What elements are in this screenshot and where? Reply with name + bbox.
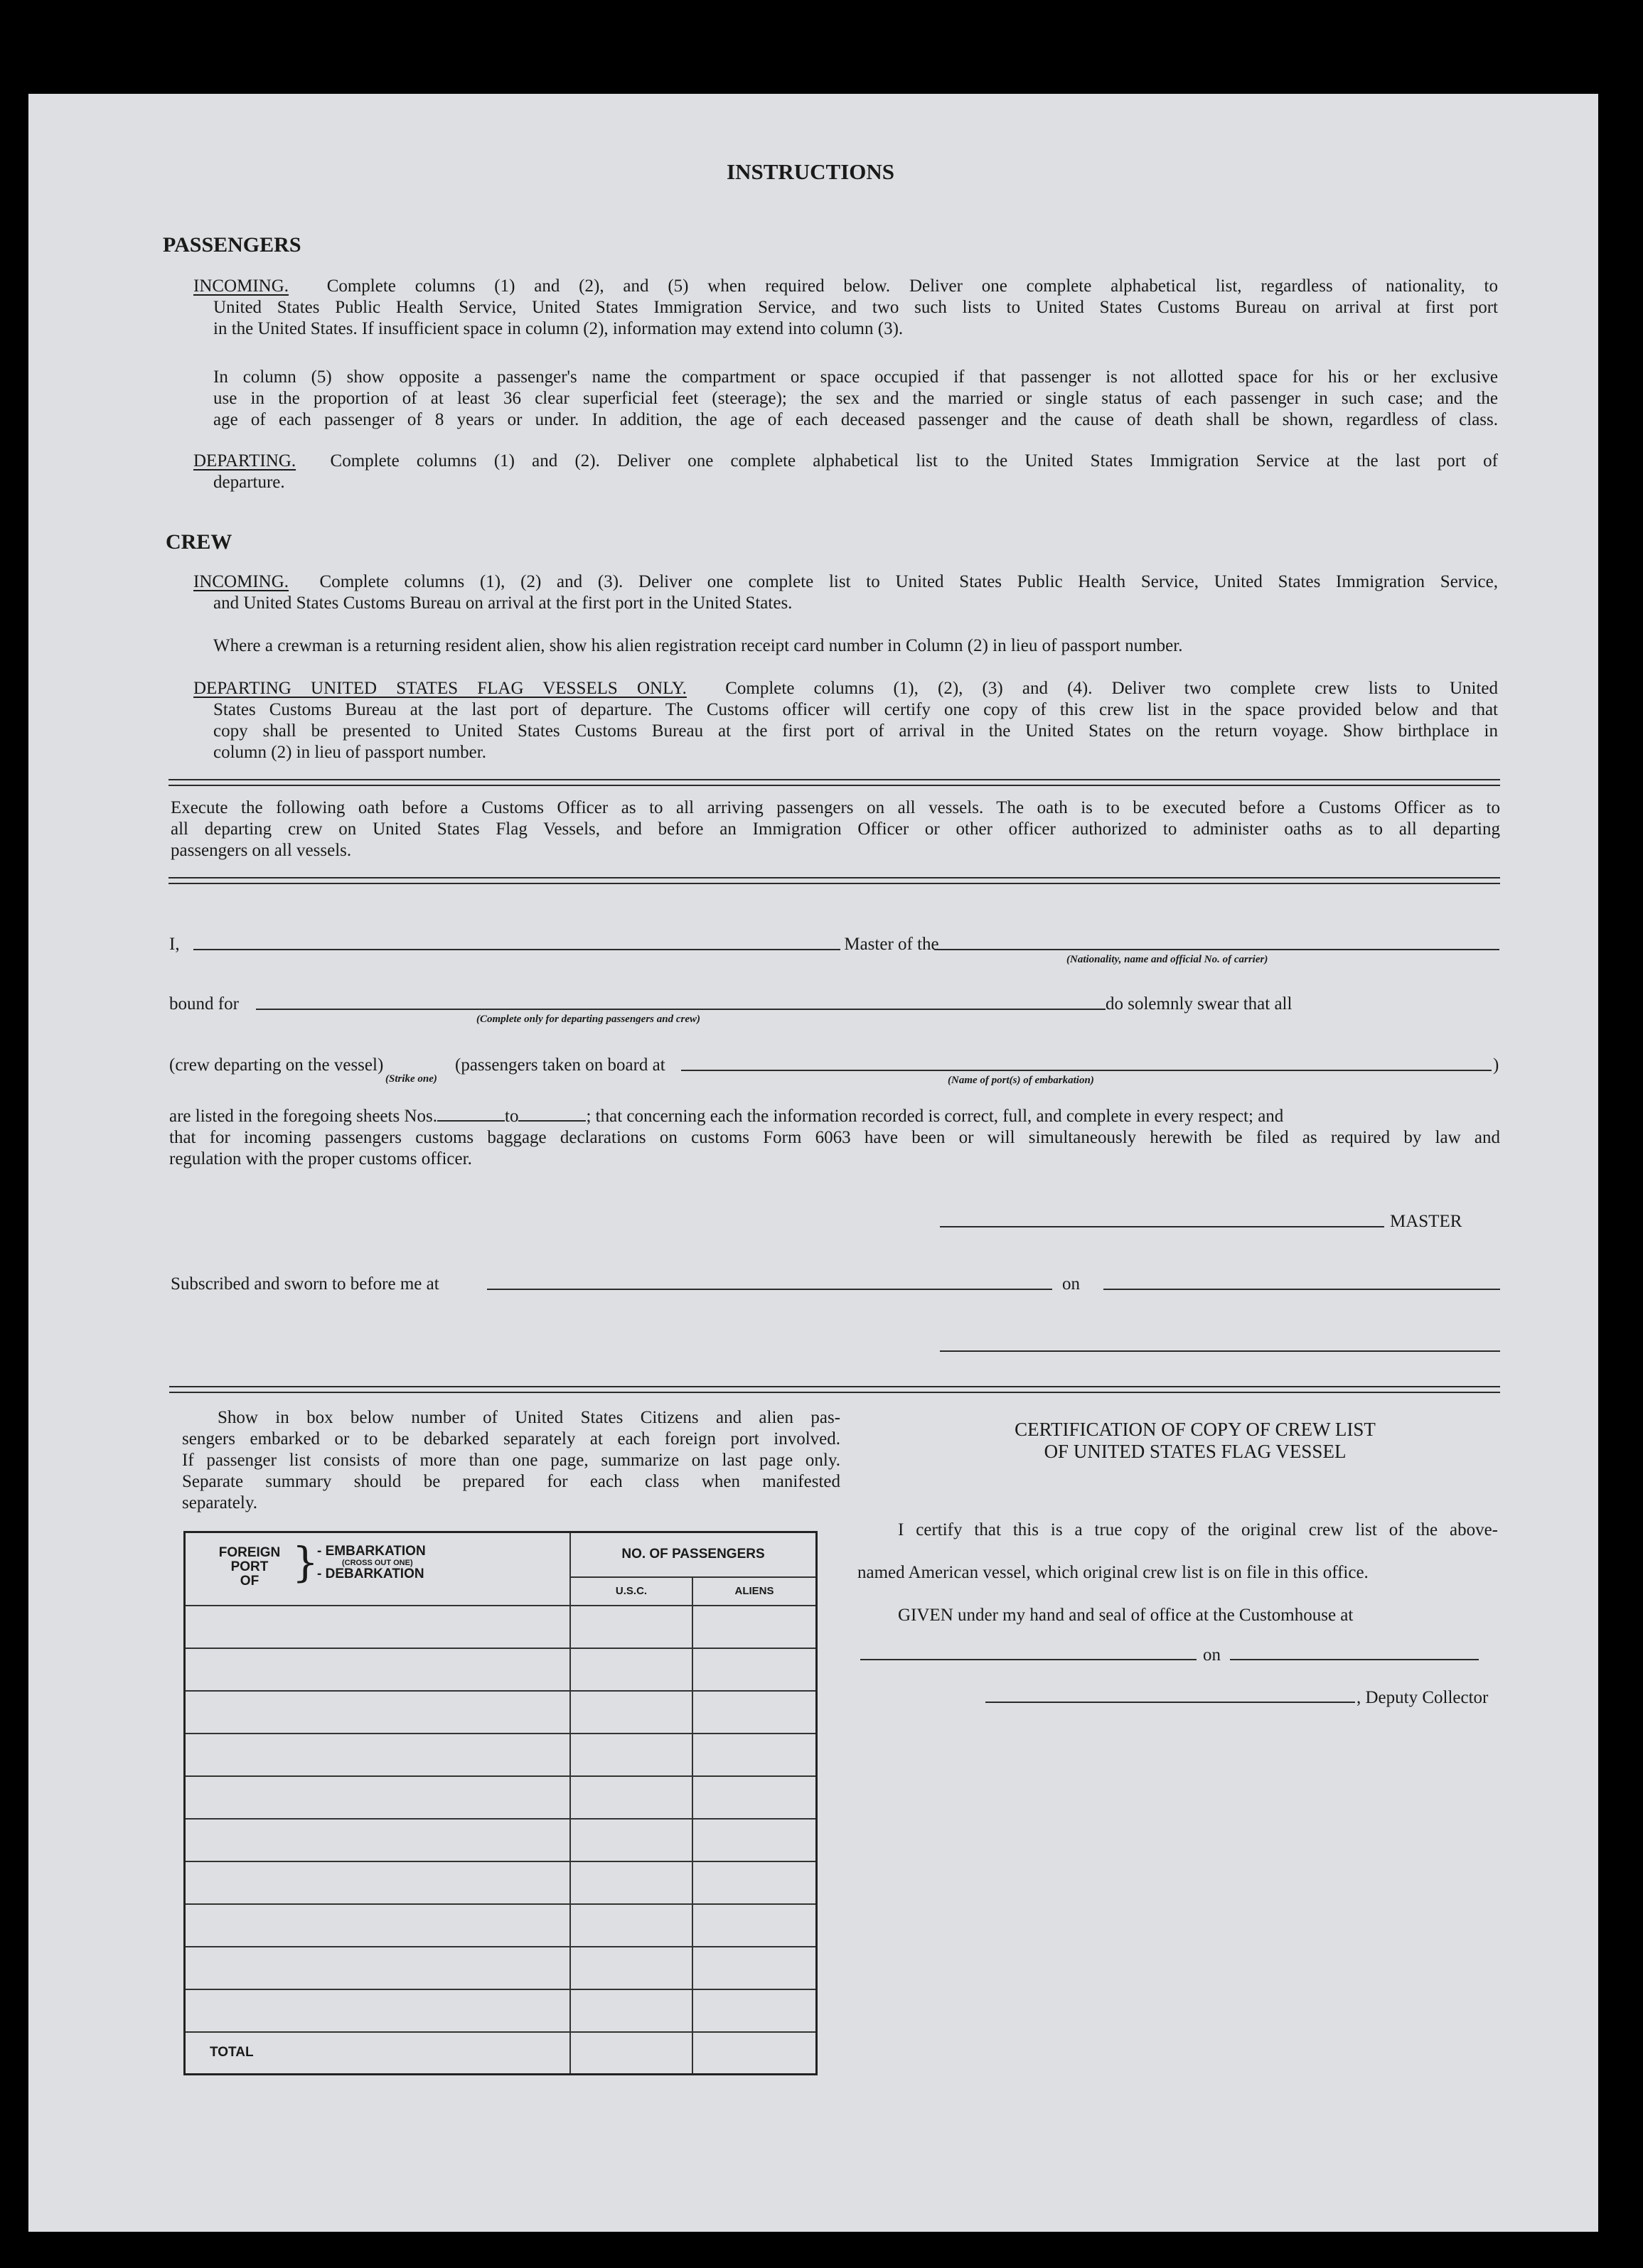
aliens-cell[interactable] [692, 1947, 817, 1989]
deputy-collector-label: , Deputy Collector [1356, 1688, 1489, 1707]
table-row [185, 1606, 817, 1648]
usc-cell[interactable] [570, 1691, 692, 1734]
aliens-cell[interactable] [692, 1819, 817, 1861]
aliens-cell[interactable] [692, 1989, 817, 2032]
usc-cell[interactable] [570, 1648, 692, 1691]
oath-intro-line2: all departing crew on United States Flag Vessels, and before an Immigration Officer or other officer authorized to administer oaths as to all departing [171, 819, 1500, 839]
bound-for-label: bound for [169, 994, 239, 1014]
listed-line1: are listed in the foregoing sheets Nos. to ; that concerning each the information recorded is correct, full, and complete in every respect; and [169, 1107, 1284, 1126]
listed-line3: regulation with the proper customs officer. [169, 1149, 472, 1168]
certification-date-field[interactable] [1230, 1659, 1479, 1660]
subscribed-on-label: on [1062, 1274, 1080, 1294]
passengers-col5-line1: In column (5) show opposite a passenger's name the compartment or space occupied if that passenger is not allotted space for his or her exclusive [213, 367, 1498, 387]
ports-table [183, 1531, 818, 2075]
embarkation-debarkation-label: - EMBARKATION (CROSS OUT ONE) - DEBARKATION [317, 1544, 426, 1581]
officer-signature-field[interactable] [940, 1350, 1500, 1352]
aliens-cell[interactable] [692, 1734, 817, 1776]
table-row [185, 1819, 817, 1861]
table-row [185, 1691, 817, 1734]
bound-for-caption: (Complete only for departing passengers and crew) [476, 1014, 700, 1025]
table-row [185, 1861, 817, 1904]
passengers-heading: PASSENGERS [163, 233, 301, 257]
certification-title-line1: CERTIFICATION OF COPY OF CREW LIST [1015, 1419, 1376, 1440]
crew-heading: CREW [166, 530, 232, 554]
crew-departing-line1: DEPARTING UNITED STATES FLAG VESSELS ONLY. Complete columns (1), (2), (3) and (4). Deliver two complete crew lists to United [193, 679, 1498, 698]
summary-line3: If passenger list consists of more than one page, summarize on last page only. [182, 1451, 840, 1470]
nationality-caption: (Nationality, name and official No. of carrier) [1066, 954, 1268, 965]
listed-line2: that for incoming passengers customs baggage declarations on customs Form 6063 have been or will simultaneously herewith be filed as required by law and [169, 1128, 1500, 1147]
crew-departing-line2: States Customs Bureau at the last port of departure. The Customs officer will certify one copy of this crew list in the space provided below and that [213, 700, 1498, 719]
usc-cell[interactable] [570, 1989, 692, 2032]
sheet-to-field[interactable] [518, 1106, 586, 1122]
aliens-header: ALIENS [692, 1577, 817, 1606]
usc-cell[interactable] [570, 1947, 692, 1989]
passengers-col5-line3: age of each passenger of 8 years or under. In addition, the age of each deceased passenger and the cause of death shall be shown, regardless of class. [213, 410, 1498, 429]
passengers-departing-label: DEPARTING. [193, 451, 296, 471]
crew-departing-label: DEPARTING UNITED STATES FLAG VESSELS ONLY. [193, 679, 687, 698]
embarkation-port-field[interactable] [681, 1070, 1492, 1071]
port-cell[interactable] [185, 1606, 571, 1648]
usc-cell[interactable] [570, 1734, 692, 1776]
usc-cell[interactable] [570, 1861, 692, 1904]
summary-line2: sengers embarked or to be debarked separately at each foreign port involved. [182, 1429, 840, 1449]
crew-alien-line: Where a crewman is a returning resident alien, show his alien registration receipt card number in Column (2) in lieu of passport number. [213, 636, 1183, 655]
form-sheet [28, 94, 1598, 2232]
passengers-incoming-line2: United States Public Health Service, United States Immigration Service, and two such lists to United States Customs Bureau on arrival at first port [213, 298, 1498, 317]
master-signature-field[interactable] [940, 1226, 1384, 1227]
certify-line2: named American vessel, which original crew list is on file in this office. [857, 1563, 1369, 1582]
swear-label: do solemnly swear that all [1106, 994, 1293, 1014]
usc-total-cell[interactable] [570, 2032, 692, 2075]
oath-intro-line1: Execute the following oath before a Customs Officer as to all arriving passengers on all vessels. The oath is to be executed before a Customs Officer as to [171, 798, 1500, 817]
master-of-label: Master of the [844, 935, 939, 954]
page-title: INSTRUCTIONS [727, 159, 895, 184]
certification-title [879, 1419, 1511, 1463]
divider-double [168, 779, 1500, 786]
deputy-collector-signature-field[interactable] [985, 1702, 1355, 1703]
passengers-incoming-line3: in the United States. If insufficient space in column (2), information may extend into column (3). [213, 319, 904, 338]
usc-cell[interactable] [570, 1606, 692, 1648]
passengers-departing-line2: departure. [213, 473, 285, 492]
oath-i-label: I, [169, 935, 180, 954]
summary-line5: separately. [182, 1493, 257, 1512]
aliens-cell[interactable] [692, 1904, 817, 1947]
carrier-field[interactable] [934, 949, 1499, 950]
port-cell[interactable] [185, 1989, 571, 2032]
total-label: TOTAL [185, 2032, 571, 2075]
usc-header: U.S.C. [570, 1577, 692, 1606]
table-row [185, 1904, 817, 1947]
port-cell[interactable] [185, 1947, 571, 1989]
passengers-departing-line1: DEPARTING. Complete columns (1) and (2). Deliver one complete alphabetical list to the United States Immigration Service at the last port of [193, 451, 1499, 471]
crew-incoming-line2: and United States Customs Bureau on arrival at the first port in the United States. [213, 593, 793, 613]
table-row [185, 1776, 817, 1819]
foreign-port-of-label: FOREIGN PORT OF [218, 1545, 281, 1589]
usc-cell[interactable] [570, 1819, 692, 1861]
table-row [185, 1734, 817, 1776]
given-line: GIVEN under my hand and seal of office at the Customhouse at [898, 1606, 1354, 1625]
passengers-col5-line2: use in the proportion of at least 36 clear superficial feet (steerage); the sex and the married or single status of each passenger in such case; and the [213, 389, 1498, 408]
port-cell[interactable] [185, 1734, 571, 1776]
close-paren: ) [1493, 1055, 1499, 1075]
certify-line1: I certify that this is a true copy of the original crew list of the above- [898, 1520, 1498, 1539]
master-name-field[interactable] [193, 949, 840, 950]
passengers-incoming-label: INCOMING. [193, 276, 289, 296]
table-row [185, 1989, 817, 2032]
port-cell[interactable] [185, 1819, 571, 1861]
crew-incoming-line1: INCOMING. Complete columns (1), (2) and (3). Deliver one complete list to United States Public Health Service, United States Immigration Service, [193, 572, 1498, 591]
table-row [185, 1648, 817, 1691]
bound-for-field[interactable] [256, 1009, 1106, 1010]
aliens-cell[interactable] [692, 1648, 817, 1691]
brace-icon: } [292, 1538, 319, 1586]
summary-line4: Separate summary should be prepared for each class when manifested [182, 1472, 840, 1491]
passengers-incoming-line1: INCOMING. Complete columns (1) and (2), and (5) when required below. Deliver one complete alphabetical list, regardless of nationality, to [193, 276, 1498, 296]
aliens-cell[interactable] [692, 1606, 817, 1648]
port-cell[interactable] [185, 1691, 571, 1734]
aliens-cell[interactable] [692, 1861, 817, 1904]
summary-line1: Show in box below number of United States Citizens and alien pas- [218, 1408, 840, 1427]
divider-double [169, 1386, 1500, 1393]
port-cell[interactable] [185, 1904, 571, 1947]
crew-incoming-label: INCOMING. [193, 572, 289, 591]
certification-title-line2: OF UNITED STATES FLAG VESSEL [1044, 1441, 1347, 1462]
crew-departing-option[interactable]: (crew departing on the vessel) [169, 1055, 384, 1075]
usc-cell[interactable] [570, 1776, 692, 1819]
total-row [185, 2032, 817, 2075]
crew-departing-line3: copy shall be presented to United States Customs Bureau at the first port of arrival in the United States on the return voyage. Show birthplace in [213, 721, 1498, 741]
table-row [185, 1947, 817, 1989]
master-label: MASTER [1390, 1212, 1462, 1231]
subscribed-date-field[interactable] [1103, 1289, 1500, 1290]
port-cell[interactable] [185, 1648, 571, 1691]
no-of-passengers-header: NO. OF PASSENGERS [570, 1532, 817, 1577]
oath-intro-line3: passengers on all vessels. [171, 841, 352, 860]
certification-on-label: on [1203, 1645, 1221, 1665]
subscribed-place-field[interactable] [487, 1289, 1052, 1290]
sheet-from-field[interactable] [437, 1106, 505, 1122]
passengers-taken-option[interactable]: (passengers taken on board at [455, 1055, 665, 1075]
aliens-cell[interactable] [692, 1776, 817, 1819]
crew-departing-line4: column (2) in lieu of passport number. [213, 743, 486, 762]
aliens-cell[interactable] [692, 1691, 817, 1734]
port-cell[interactable] [185, 1861, 571, 1904]
usc-cell[interactable] [570, 1904, 692, 1947]
strike-one-caption: (Strike one) [385, 1073, 437, 1085]
port-type-header [185, 1532, 571, 1606]
customhouse-field[interactable] [860, 1659, 1197, 1660]
subscribed-label: Subscribed and sworn to before me at [171, 1274, 439, 1294]
port-caption: (Name of port(s) of embarkation) [948, 1075, 1094, 1086]
aliens-total-cell[interactable] [692, 2032, 817, 2075]
port-cell[interactable] [185, 1776, 571, 1819]
divider-double [168, 877, 1500, 884]
